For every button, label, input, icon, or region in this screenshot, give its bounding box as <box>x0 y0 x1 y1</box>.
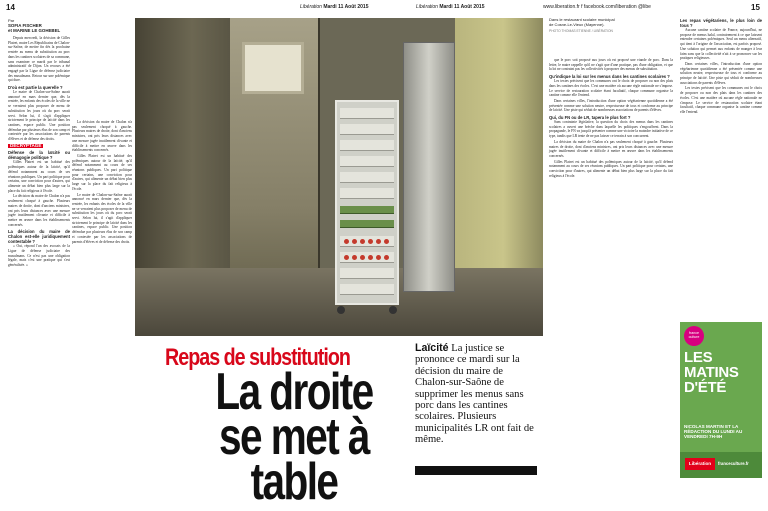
column-3-paragraph-4: La décision du maire de Chalon n'a pas seulement choqué à gauche. Plusieurs maires de droite, dont d'anciens ministres, ont pris leurs distances avec une mesure jugée inutilement clivante et difficile à mettre en œuvre dans les établissements concernés. <box>549 139 673 158</box>
column-3-paragraph-1: que le porc soit proposé aux jours où est proposé une viande de porc. Dans la lettre, le maire rappelle qu'il ne s'agit que d'une pratique, pas d'une obligation, et que la loi ne contraint pas les collectivités à proposer des menus de substitution. <box>549 58 673 72</box>
ad-url[interactable]: franceculture.fr <box>718 461 749 466</box>
column-3-paragraph-2: Les textes précisent que les communes ont le choix de proposer ou non des plats dans les cantines des écoles. C'est une matière où aucune règle nationale ne s'impose. Le service de restauration scolaire étant facultatif, chaque commune organise la cantine comme elle l'entend. <box>549 79 673 98</box>
standfirst-text: La justice se prononce ce mardi sur la décision du maire de Chalon-sur-Saône de supprimer les menus sans porc dans les cantines scolaires. Plusieurs municipalités LR ont fait de même. <box>415 343 534 446</box>
subhead-law: Qu'indique la loi sur les menus dans les cantines scolaires ? <box>549 74 670 80</box>
ad-hosts: NICOLAS MARTIN ET LA RÉDACTION DU LUNDI AU VENDREDI 7H-9H <box>684 424 743 440</box>
right-publication-name: Libération <box>416 4 438 10</box>
social-links: www.liberation.fr f facebook.com/liberation @libe <box>543 4 651 10</box>
left-page-number: 14 <box>6 3 15 12</box>
subhead-vegetarian: Les repas végétariens, le plus loin de tous ? <box>680 18 762 28</box>
photo-steel-door <box>403 42 455 292</box>
byline <box>8 18 70 33</box>
paragraph-legal: « Oui, répond l'un des avocats de la Ligue de défense judiciaire des musulmans. Ce n'est pas une obligation légale, mais c'est une pratique qui s'est généralisée. » <box>8 244 70 268</box>
photo-wheel <box>389 306 397 314</box>
photo-caption <box>549 18 619 33</box>
black-rule <box>415 466 537 475</box>
paragraph-reactions: La décision du maire de Chalon n'a pas seulement choqué à gauche. Plusieurs maires de droite, dont d'anciens ministres, ont pris leurs distances avec une mesure jugée inutilement clivante et difficile à mettre en œuvre dans les établissements concernés. <box>8 194 70 227</box>
headline-line-2: se met à table <box>219 408 369 511</box>
photo-tray <box>340 172 394 183</box>
france-culture-logo: france culture <box>684 326 704 346</box>
column-4-paragraph-3: Les textes précisent que les communes ont le choix de proposer ou non des plats dans les cantines des écoles. C'est une matière où aucune règle nationale ne s'impose. Le service de restauration scolaire étant facultatif, chaque commune organise la cantine comme elle l'entend. <box>680 86 762 114</box>
caption-text: Dans le restaurant scolaire municipal de Cosne-Le-Vieux (Mayenne). <box>549 17 615 27</box>
author-1: SOFIA FISCHER <box>8 23 42 28</box>
subhead-origin: D'où est partie la querelle ? <box>8 85 63 91</box>
france-culture-ad[interactable] <box>680 322 762 478</box>
decryptage-badge: DÉCRYPTAGE <box>10 142 42 148</box>
article-column-1 <box>8 18 70 476</box>
left-running-header <box>300 4 368 10</box>
column-2-paragraph-a: La décision du maire de Chalon n'a pas seulement choqué à gauche. Plusieurs maires de droite, dont d'anciens ministres, ont pris leurs distances avec une mesure jugée inutilement clivante et difficile à mettre en œuvre dans les établissements concernés. <box>72 120 132 153</box>
right-issue-date: Mardi 11 Août 2015 <box>439 4 485 10</box>
photo-tray <box>340 284 394 295</box>
photo-credit: PHOTO THOMAS ETIENNE / LIBÉRATION <box>549 28 613 33</box>
standfirst <box>415 343 537 446</box>
photo-tomato-tray <box>340 252 394 263</box>
right-page-number: 15 <box>751 3 760 12</box>
author-2: et MARINE LE GOHEBEL <box>8 28 61 33</box>
liberation-partner-logo: Libération <box>685 458 715 470</box>
left-issue-date: Mardi 11 Août 2015 <box>323 4 369 10</box>
standfirst-kicker: Laïcité <box>415 342 449 354</box>
photo-tomato-tray <box>340 236 394 247</box>
ad-title: LES MATINS D'ÉTÉ <box>684 349 739 396</box>
photo-salad-tray <box>340 206 394 214</box>
column-3-paragraph-5: Gilles Platret est un habitué des polémiques autour de la laïcité, qu'il défend notamment au cours de ses réunions publiques. Un pari politique pour certains, une conviction pour d'autres, qui alimente un débat bien plus large sur la place du fait religieux à l'école. <box>549 159 673 178</box>
column-4-paragraph-1: Aucune cantine scolaire de France, aujourd'hui, ne propose de menus halal, contrairement à ce que laissent entendre certaines polémiques. Seul un menu alternatif, qui tient à l'origine de l'association, est parfois proposé. Une solution qui permet aux enfants de manger à leur faim sans que la collectivité n'ait à se prononcer sur les pratiques religieuses. <box>680 28 762 61</box>
article-column-3 <box>549 58 673 476</box>
photo-salad-tray <box>340 220 394 228</box>
column-2-paragraph-c: Le maire de Chalon-sur-Saône aurait annoncé en mars dernier que, dès la rentrée, les enfants des écoles de la ville ne se verraient plus proposer de menu de substitution les jours où du porc serait servi. Selon lui, il s'agit d'appliquer strictement le principe de laïcité dans les cantines, espace public. Une position défendue par plusieurs élus de son camp et contestée par les associations de parents d'élèves et de défense des droits. <box>72 192 132 244</box>
cantine-photo <box>135 18 543 336</box>
column-3-paragraph-3: Sans contrainte législative, la question du choix des menus dans les cantines scolaires a ouvert une brèche dans laquelle les politiques s'engouffrent. Dans la propagande, le FN va jusqu'à présenter comme une victoire la moindre initiative de ce type, tandis que LR tente de ne pas laisser ce terrain à son concurrent. <box>549 120 673 139</box>
right-running-header <box>416 4 484 10</box>
column-2-paragraph-b: Gilles Platret est un habitué des polémiques autour de la laïcité, qu'il défend notamment au cours de ses réunions publiques. Un pari politique pour certains, une conviction pour d'autres, qui alimente un débat bien plus large sur la place du fait religieux à l'école. <box>72 153 132 191</box>
paragraph-laicite: Gilles Platret est un habitué des polémiques autour de la laïcité, qu'il défend notamment au cours de ses réunions publiques. Un pari politique pour certains, une conviction pour d'autres, qui alimente un débat bien plus large sur la place du fait religieux à l'école. <box>8 160 70 193</box>
column-3-paragraph-2b: Dans certaines villes, l'introduction d'une option végétarienne quotidienne a été présentée comme une solution neutre, respectueuse de tous et conforme au principe de laïcité. Une piste qui séduit de nombreuses associations de parents d'élèves. <box>549 98 673 113</box>
article-column-2 <box>72 120 132 476</box>
column-4-paragraph-2: Dans certaines villes, l'introduction d'une option végétarienne quotidienne a été présentée comme une solution neutre, respectueuse de tous et conforme au principe de laïcité. Une piste qui séduit de nombreuses associations de parents d'élèves. <box>680 61 762 85</box>
headline-main <box>202 363 386 511</box>
photo-tray <box>340 108 394 119</box>
photo-wheel <box>337 306 345 314</box>
left-publication-name: Libération <box>300 4 322 10</box>
photo-tray <box>340 188 394 199</box>
intro-paragraph: Depuis mercredi, la décision de Gilles Platret, maire Les Républicains de Chalon-sur-Saône, de mettre fin dès la prochaine rentrée au menu de substitution au porc dans les cantines scolaires de sa commune, sans examiner ce mardi par le tribunal administratif de Dijon. Un recours a été engagé par la Ligue de défense judiciaire des musulmans. Retour sur une polémique qui dure. <box>8 36 70 83</box>
photo-tray <box>340 268 394 279</box>
paragraph-origin: Le maire de Chalon-sur-Saône aurait annoncé en mars dernier que, dès la rentrée, les enfants des écoles de la ville ne se verraient plus proposer de menu de substitution les jours où du porc serait servi. Selon lui, il s'agit d'appliquer strictement le principe de laïcité dans les cantines, espace public. Une position défendue par plusieurs élus de son camp et contestée par les associations de parents d'élèves et de défense des droits. <box>8 90 70 142</box>
subhead-legal: La décision du maire de Chalon est-elle juridiquement contestable ? <box>8 229 70 245</box>
photo-tray <box>340 124 394 135</box>
photo-tray <box>340 156 394 167</box>
subhead-laicite: Défense de la laïcité ou démagogie politique ? <box>8 150 70 161</box>
headline-kicker: Repas de substitution <box>165 344 350 371</box>
photo-door-window <box>242 42 304 94</box>
photo-food-trolley <box>335 100 399 305</box>
article-column-4 <box>680 18 762 316</box>
headline-line-1: La droite <box>215 363 373 421</box>
subhead-fn-lr: Qui, du FN ou de LR, tapera le plus fort ? <box>549 115 631 121</box>
photo-tray <box>340 140 394 151</box>
byline-prefix: Par <box>8 18 15 23</box>
